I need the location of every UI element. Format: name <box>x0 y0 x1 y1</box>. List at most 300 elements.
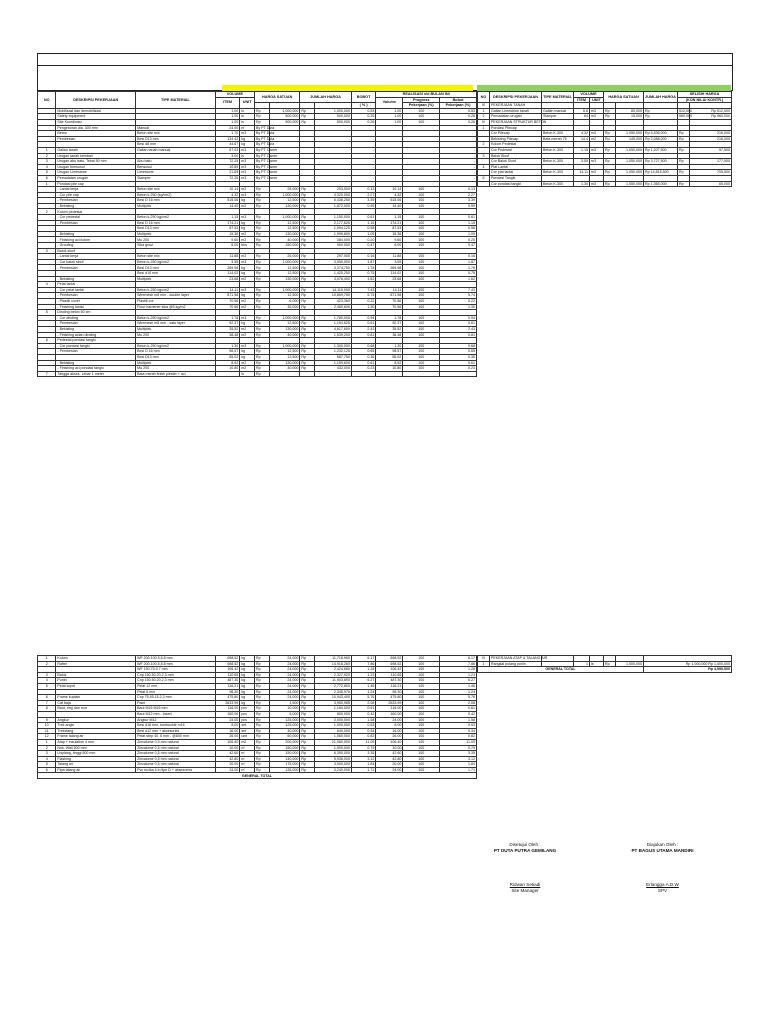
table-cell: 6 <box>38 338 56 344</box>
table-cell: Rp <box>255 751 270 757</box>
table-cell: 3 <box>38 672 56 678</box>
col-progress: Progress <box>403 97 440 103</box>
table-cell: m3 <box>240 175 255 181</box>
table-cell: 2.08 <box>440 700 477 706</box>
table-cell: 12,500 <box>269 198 300 204</box>
table-cell: By PT Duta <box>255 136 275 141</box>
table-cell: 4,320,000 <box>315 192 352 198</box>
table-cell: PEKERJAAN ATAP & TALANG AIR <box>491 656 548 661</box>
table-cell <box>215 371 240 377</box>
table-cell: Kolom Pedestal <box>490 142 542 148</box>
table-cell: Rp <box>254 108 269 114</box>
table-cell: 24,000 <box>269 683 300 689</box>
table-cell: 14,918,260 <box>315 661 352 667</box>
table-cell: Rp <box>254 349 269 355</box>
table-cell: Rp <box>300 711 315 717</box>
table-cell: Rp <box>255 717 270 723</box>
table-cell: - Cor pondasi tangki <box>56 343 136 349</box>
table-cell: 24,000 <box>269 689 300 695</box>
table-cell: 15.36 <box>376 231 403 237</box>
table-cell: Abu batu <box>136 159 216 165</box>
table-cell: Safety equipment <box>56 114 136 120</box>
table-cell: Multiplek <box>136 231 216 237</box>
table-cell: 2,327,920 <box>315 672 352 678</box>
table-cell: Atap + insulation 4 mm <box>56 739 136 745</box>
table-cell: 4 <box>38 678 56 684</box>
right-main-table <box>477 91 732 187</box>
table-cell: Rp 3,727,500 <box>644 159 678 165</box>
table-cell: 6.17 <box>351 656 376 662</box>
table-cell: - <box>440 153 477 159</box>
table-cell: 11.09 <box>351 739 376 745</box>
table-cell: 100 <box>403 678 440 684</box>
table-cell: Rp <box>300 349 315 355</box>
table-cell: Rp <box>254 203 269 209</box>
table-cell: 10,899,750 <box>315 293 352 299</box>
table-cell: 24.00 <box>376 767 403 773</box>
table-cell: 1.05 <box>351 231 376 237</box>
general-total-row-right <box>478 667 732 673</box>
table-cell: 0.34 <box>440 728 477 734</box>
table-cell: 14,110,000 <box>315 287 352 293</box>
table-cell: 116.21 <box>215 683 240 689</box>
table-cell: Rp <box>300 354 315 360</box>
table-cell: 12,500 <box>269 265 300 271</box>
table-cell: Multiplek <box>136 276 216 282</box>
table-cell: m2 <box>240 739 255 745</box>
table-cell: Rp <box>255 706 270 712</box>
table-cell: WF 200.100.5,5.8 mm <box>136 656 216 662</box>
table-cell: 0.20 <box>440 237 477 243</box>
table-cell: 11.88 <box>376 254 403 260</box>
table-cell: 15,000 <box>616 114 644 120</box>
table-cell: Rp <box>254 114 269 120</box>
table-cell <box>269 371 300 377</box>
table-cell: 1.00 <box>376 114 403 120</box>
table-cell: 100 <box>403 198 440 204</box>
table-cell: 640,000 <box>315 728 352 734</box>
table-cell: Rp 1,207,500 <box>644 147 678 153</box>
table-cell: 3,950,985 <box>315 700 352 706</box>
table-cell: 16.00 <box>376 728 403 734</box>
table-cell: 1.28 <box>351 667 376 673</box>
table-cell: 55.02 <box>376 354 403 360</box>
table-cell: 100 <box>403 366 440 372</box>
table-cell: Pvc rucika 4 in tipe D + aksesories <box>136 767 216 773</box>
table-cell: 1,000,000 <box>315 723 352 729</box>
table-cell: 100 <box>403 215 440 221</box>
table-cell: 1.58 <box>351 717 376 723</box>
table-cell: 26.00 <box>215 734 240 740</box>
table-cell: Zincalume 0,5 mm natural <box>136 739 216 745</box>
table-cell: 3,000,000 <box>315 717 352 723</box>
table-cell: 6 <box>38 175 56 181</box>
table-cell: 297,000 <box>315 254 352 260</box>
table-cell: 24,000 <box>269 656 300 662</box>
table-cell: 7.86 <box>351 661 376 667</box>
table-cell: Besi D13 mm <box>136 354 216 360</box>
table-cell: 14.11 <box>574 170 590 176</box>
table-cell: Rp <box>255 683 270 689</box>
table-cell: 1,094,125 <box>315 226 352 232</box>
table-cell: Angkur M12 <box>136 717 216 723</box>
table-cell: Multiplek <box>136 360 216 366</box>
table-cell: Rp <box>300 231 315 237</box>
table-cell: Rp <box>300 226 315 232</box>
table-cell: Besi D13 mm <box>136 265 216 271</box>
table-cell: 4 <box>38 756 56 762</box>
table-cell: 1.24 <box>440 689 477 695</box>
table-cell: 3 <box>38 248 56 254</box>
table-cell: 1.15 <box>574 147 590 153</box>
table-cell: Rp <box>644 108 678 114</box>
table-cell: 98.30 <box>215 689 240 695</box>
table-cell: Rp <box>254 298 269 304</box>
table-cell: Rp <box>254 371 269 377</box>
table-cell: Rp <box>604 136 616 142</box>
table-cell: 100 <box>403 220 440 226</box>
table-cell: 116.00 <box>376 706 403 712</box>
table-cell: 12,500 <box>269 349 300 355</box>
table-cell: 1,996,800 <box>315 231 352 237</box>
table-cell: Rp 14,815,500 <box>644 170 678 176</box>
table-cell: 24.00 <box>376 717 403 723</box>
table-cell: 70.56 <box>376 298 403 304</box>
table-cell: Pelat strip 40. 6 mm - @800 mm <box>136 734 216 740</box>
table-cell: 24.00 <box>215 717 240 723</box>
table-cell: Besi D 16 mm <box>136 220 216 226</box>
table-cell: Rp <box>255 695 270 701</box>
table-cell: 253,500 <box>315 187 352 193</box>
table-cell: 145,000 <box>616 136 644 142</box>
table-cell: 100 <box>403 700 440 706</box>
table-cell: 110.65 <box>215 672 240 678</box>
table-cell: 200,000 <box>269 739 300 745</box>
table-cell: m3 <box>240 343 255 349</box>
table-cell: 174.21 <box>215 220 240 226</box>
table-cell: 100 <box>403 751 440 757</box>
table-cell: 64 <box>574 114 590 120</box>
table-cell: 100 <box>403 672 440 678</box>
col-pekerjaan-pct: Pekerjaan (%) <box>403 103 440 109</box>
table-cell: 0.61 <box>351 706 376 712</box>
table-cell: set <box>240 723 255 729</box>
table-cell: 1,050,000 <box>616 131 644 137</box>
table-cell: 5 <box>38 310 56 316</box>
table-cell: 100 <box>403 226 440 232</box>
table-cell: Plastik cor <box>136 298 216 304</box>
table-cell: 0.53 <box>351 723 376 729</box>
table-cell: 100 <box>403 354 440 360</box>
table-row <box>38 371 477 377</box>
table-cell: 1.70 <box>215 131 240 137</box>
table-cell: 100 <box>403 332 440 338</box>
table-cell: Nok. Wall 500 mm <box>56 745 136 751</box>
table-cell: m2 <box>240 298 255 304</box>
r-col-no: NO <box>478 92 490 103</box>
table-cell: - <box>440 164 477 170</box>
table-cell: m2 <box>240 254 255 260</box>
table-cell: 6.27 <box>351 678 376 684</box>
table-cell: Pelat 12 mm <box>136 683 216 689</box>
table-cell: m3 <box>240 215 255 221</box>
table-cell: 1,000,000 <box>269 192 300 198</box>
table-cell: Rp <box>255 678 270 684</box>
table-cell: Rp <box>254 243 269 249</box>
table-cell: Rp <box>255 656 270 662</box>
table-cell: m3 <box>590 159 604 165</box>
table-cell: 12,500 <box>269 220 300 226</box>
table-cell: Rafter <box>56 661 136 667</box>
table-cell: m3 <box>590 114 604 120</box>
approved-company: PT DUTA PUTRA GEMILANG <box>493 848 557 853</box>
table-cell: 9 <box>38 717 56 723</box>
table-cell: Rp <box>255 734 270 740</box>
table-cell: 2 <box>38 209 56 215</box>
table-cell: Rp <box>255 762 270 768</box>
table-cell: - <box>440 147 477 153</box>
table-cell: 3,500,000 <box>315 762 352 768</box>
table-cell: 3 <box>478 153 490 159</box>
table-row <box>478 661 732 667</box>
table-cell: Mu 200 <box>136 366 216 372</box>
table-cell: 1.28 <box>440 667 477 673</box>
table-cell: 269.98 <box>215 265 240 271</box>
table-cell: Rp <box>300 739 315 745</box>
table-cell: 3.39 <box>440 198 477 204</box>
col-desc: DESKRIPSI PEKERJAAN <box>56 92 136 109</box>
table-cell: Rp <box>254 343 269 349</box>
table-cell: 2 <box>38 661 56 667</box>
table-cell: Rp <box>300 745 315 751</box>
table-cell: Rp <box>678 159 690 165</box>
col-bobot-r: Bobot <box>440 97 477 103</box>
table-cell: 7.43 <box>440 287 477 293</box>
table-cell: 2 <box>478 114 490 120</box>
table-cell: Cor Balok Sloof <box>490 159 542 165</box>
table-cell: 0.13 <box>440 187 477 193</box>
table-cell: 500,000 <box>315 114 352 120</box>
table-cell: pcs <box>240 711 255 717</box>
table-cell: 0.79 <box>440 745 477 751</box>
table-cell: 10.89 <box>215 164 240 170</box>
table-cell: 0.23 <box>440 366 477 372</box>
table-cell: 100 <box>403 293 440 299</box>
table-cell: Besi d12 mm + aksesories <box>136 728 216 734</box>
table-cell: 177,500 <box>690 159 732 165</box>
table-cell: 100 <box>403 706 440 712</box>
general-total-right-label: GENERAL TOTAL <box>478 667 644 673</box>
table-cell: 7 <box>38 700 56 706</box>
table-cell: Cor plat lantai <box>490 170 542 176</box>
table-cell: m2 <box>240 360 255 366</box>
table-cell: 5 <box>38 683 56 689</box>
table-cell: Stamper <box>542 114 574 120</box>
table-cell: 42.80 <box>215 756 240 762</box>
table-cell: 70.56 <box>215 304 240 310</box>
table-cell: 100 <box>403 114 440 120</box>
table-cell: 134.42 <box>215 136 240 142</box>
table-cell: 14.11 <box>376 287 403 293</box>
table-cell: 11 <box>38 728 56 734</box>
table-cell: kg <box>240 226 255 232</box>
table-cell: Besi D 16 mm <box>136 349 216 355</box>
table-cell: Zincalume 0,5 mm natural <box>136 751 216 757</box>
table-cell: By PT Duta <box>255 142 275 147</box>
table-cell: Rp <box>255 739 270 745</box>
table-cell: 1.23 <box>440 672 477 678</box>
table-cell: - <box>440 159 477 165</box>
table-cell: 432,000 <box>315 366 352 372</box>
table-cell: Rp <box>300 689 315 695</box>
table-cell: Rp <box>300 243 315 249</box>
table-cell: 125,000 <box>269 723 300 729</box>
table-cell: kg <box>240 661 255 667</box>
table-cell: - Pembesian <box>56 265 136 271</box>
table-cell: Cor Pilecap <box>490 131 542 137</box>
table-cell: 0.26 <box>351 119 376 125</box>
table-cell: 116.00 <box>215 706 240 712</box>
table-cell: 2633.99 <box>215 700 240 706</box>
table-cell: 38.48 <box>215 332 240 338</box>
table-cell: 10 <box>38 723 56 729</box>
table-cell: 5.76 <box>351 695 376 701</box>
table-cell: 0.61 <box>351 321 376 327</box>
table-cell: 1.30 <box>440 304 477 310</box>
table-cell: 100 <box>403 656 440 662</box>
table-cell: 0.82 <box>440 734 477 740</box>
table-cell: Rp <box>254 226 269 232</box>
table-cell: 1.46 <box>440 683 477 689</box>
table-cell: 98.57 <box>215 349 240 355</box>
table-cell: - <box>351 170 376 176</box>
table-cell: 1.15 <box>376 215 403 221</box>
table-cell: Rp <box>254 271 269 277</box>
table-cell: 87.53 <box>376 226 403 232</box>
table-cell: 40,000 <box>269 728 300 734</box>
table-cell: 100 <box>403 119 440 125</box>
table-cell: Rp <box>254 366 269 372</box>
table-cell: 160.00 <box>215 711 240 717</box>
table-cell: 5,000 <box>269 711 300 717</box>
table-cell: Pondasi Pilecap <box>490 125 542 131</box>
table-cell: Rp <box>300 762 315 768</box>
table-cell: 384,000 <box>315 237 352 243</box>
table-cell: 1,000,000 <box>269 315 300 321</box>
table-cell: 3.55 <box>574 159 590 165</box>
table-cell: 100 <box>403 717 440 723</box>
table-cell: 10.00 <box>215 745 240 751</box>
submitted-company: PT BAGUS UTAMA MANDIRI <box>631 848 694 853</box>
table-cell: m3 <box>590 170 604 176</box>
table-cell: 12,500 <box>269 271 300 277</box>
table-cell: Rp <box>300 108 315 114</box>
table-cell: 11.09 <box>440 739 477 745</box>
table-cell: 2.08 <box>351 700 376 706</box>
table-cell: 42.60 <box>215 751 240 757</box>
table-cell: 15.36 <box>215 231 240 237</box>
table-cell: 1.15 <box>351 220 376 226</box>
table-cell: Rp <box>300 343 315 349</box>
table-cell: Mu 200 <box>136 237 216 243</box>
table-cell: 0.61 <box>351 215 376 221</box>
table-cell: Rp <box>300 756 315 762</box>
table-cell: m' <box>240 762 255 768</box>
table-cell: 0.68 <box>351 343 376 349</box>
table-cell: 960,000 <box>679 114 692 119</box>
table-cell: Rp <box>254 265 269 271</box>
table-cell: 0.26 <box>351 114 376 120</box>
table-cell: Urugan Limestone <box>56 170 136 176</box>
table-cell: 23.68 <box>376 276 403 282</box>
table-cell: Rp <box>255 661 270 667</box>
table-cell: 14.4 <box>574 136 590 142</box>
table-cell: kg <box>240 293 255 299</box>
table-cell: Rp <box>678 131 690 137</box>
table-cell: - Finishing aci pondasi tangki <box>56 366 136 372</box>
table-cell: 0.99 <box>440 203 477 209</box>
submitted-label: Diajukan Oleh : <box>646 842 679 847</box>
table-cell: 40,000 <box>269 237 300 243</box>
table-cell: 0.58 <box>351 226 376 232</box>
table-cell: Balok <box>56 672 136 678</box>
table-cell: 100 <box>403 231 440 237</box>
table-cell: 500,000 <box>269 119 300 125</box>
table-cell: Rp <box>300 293 315 299</box>
table-cell: 1.87 <box>351 259 376 265</box>
table-cell: 1,232,125 <box>315 349 352 355</box>
table-cell: IV <box>478 119 490 125</box>
table-cell: Bekisting Pilecap <box>490 136 542 142</box>
table-cell: Rp <box>254 259 269 265</box>
table-cell: 1.30 <box>215 343 240 349</box>
table-cell: 2,177,625 <box>315 220 352 226</box>
table-cell: m3 <box>240 147 255 153</box>
table-cell: - <box>351 159 376 165</box>
table-cell: Site Koordinasi <box>56 119 136 125</box>
table-cell: Rp <box>300 265 315 271</box>
r-col-selisih-sub: (KON NILAI KONTR.) <box>678 97 732 103</box>
table-cell: 10.80 <box>376 366 403 372</box>
table-cell: Pemadatan urugan <box>56 175 136 181</box>
table-cell: 1.30 <box>574 181 590 187</box>
table-cell: Limestone <box>136 170 216 176</box>
table-cell: Rp <box>300 192 315 198</box>
table-cell: Beton k-250 kg/cm2 <box>136 315 216 321</box>
table-cell: 24.00 <box>215 767 240 773</box>
table-cell: Pembesian <box>56 136 136 142</box>
table-cell: 35.52 <box>215 326 240 332</box>
table-cell: Pelat 6 mm <box>136 689 216 695</box>
table-cell: 100 <box>403 756 440 762</box>
table-cell: Rp <box>604 181 616 187</box>
table-cell: Bata merah 75 <box>542 136 574 142</box>
table-cell: 5 <box>38 170 56 176</box>
table-cell: Galian tanah manual <box>136 147 216 153</box>
table-cell: 98.30 <box>376 689 403 695</box>
table-cell: m3 <box>590 131 604 137</box>
table-cell: Rp <box>300 661 315 667</box>
table-cell: set <box>240 728 255 734</box>
table-cell: 0.42 <box>440 711 477 717</box>
table-cell: Rp <box>300 751 315 757</box>
table-cell: Beton k-250 (kg/cm2) <box>136 192 216 198</box>
table-cell: 35,000 <box>269 304 300 310</box>
table-cell: 4 <box>38 282 56 288</box>
table-cell: 0.47 <box>351 243 376 249</box>
table-cell: 475.80 <box>376 695 403 701</box>
table-cell: 0.61 <box>440 215 477 221</box>
